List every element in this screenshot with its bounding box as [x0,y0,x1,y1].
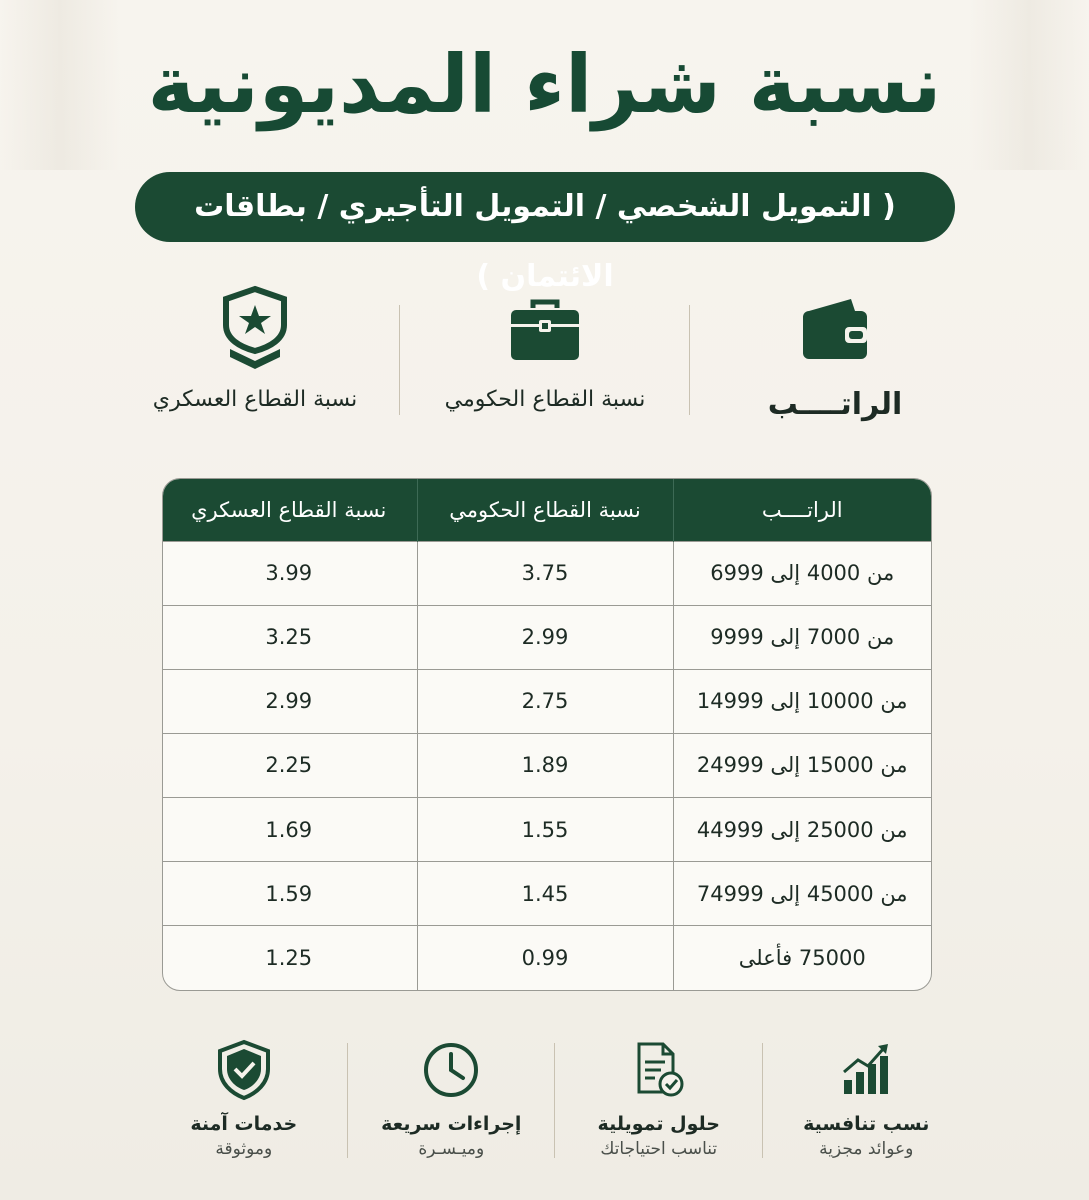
cell-government: 0.99 [417,926,673,990]
feature-secure-services [140,1035,348,1170]
table-row [162,926,931,990]
header-salary: الراتــــب [673,479,931,541]
briefcase-icon [500,285,590,375]
category-military [110,285,400,435]
cell-government: 2.99 [417,605,673,669]
table-row [162,541,931,605]
table-row [162,733,931,797]
cell-salary: من 25000 إلى 44999 [673,798,931,862]
document-check-icon [624,1035,694,1105]
feature-subtitle: وعوائد مجزية [819,1139,914,1159]
feature-competitive-rates [763,1035,971,1170]
category-label: نسبة القطاع العسكري [152,387,358,412]
wallet-icon [790,285,880,375]
feature-financing-solutions [555,1035,763,1170]
cell-salary: من 10000 إلى 14999 [673,669,931,733]
table-header-row [162,479,931,541]
rates-table [162,478,932,991]
category-label: نسبة القطاع الحكومي [444,387,646,412]
cell-government: 1.45 [417,862,673,926]
clock-icon [416,1035,486,1105]
feature-subtitle: وموثوقة [215,1139,273,1159]
cell-military: 2.25 [162,733,417,797]
cell-salary: من 15000 إلى 24999 [673,733,931,797]
table-row [162,669,931,733]
category-row [110,285,980,435]
feature-title: خدمات آمنة [190,1113,298,1135]
feature-title: نسب تنافسية [803,1113,930,1135]
category-salary [690,285,980,435]
cell-salary: من 4000 إلى 6999 [673,541,931,605]
cell-salary: 75000 فأعلى [673,926,931,990]
table-row [162,605,931,669]
features-row [140,1035,970,1170]
cell-military: 2.99 [162,669,417,733]
feature-title: إجراءات سريعة [381,1113,522,1135]
cell-military: 3.99 [162,541,417,605]
table-row [162,798,931,862]
category-government [400,285,690,435]
cell-government: 2.75 [417,669,673,733]
cell-government: 3.75 [417,541,673,605]
cell-government: 1.55 [417,798,673,862]
cell-salary: من 45000 إلى 74999 [673,862,931,926]
military-badge-icon [210,285,300,375]
subtitle-banner: ( التمويل الشخصي / التمويل التأجيري / بطاقات الائتمان ) [135,172,955,242]
cell-military: 1.59 [162,862,417,926]
growth-chart-icon [831,1035,901,1105]
cell-military: 1.69 [162,798,417,862]
cell-government: 1.89 [417,733,673,797]
feature-subtitle: تناسب احتياجاتك [600,1139,718,1159]
header-military: نسبة القطاع العسكري [162,479,417,541]
feature-fast-procedures [348,1035,556,1170]
page-title: نسبة شراء المديونية [147,38,942,131]
table-row [162,862,931,926]
feature-title: حلول تمويلية [597,1113,720,1135]
feature-subtitle: وميـسـرة [418,1139,485,1159]
cell-military: 3.25 [162,605,417,669]
cell-salary: من 7000 إلى 9999 [673,605,931,669]
header-government: نسبة القطاع الحكومي [417,479,673,541]
category-label: الراتــــب [767,387,903,422]
shield-check-icon [209,1035,279,1105]
cell-military: 1.25 [162,926,417,990]
